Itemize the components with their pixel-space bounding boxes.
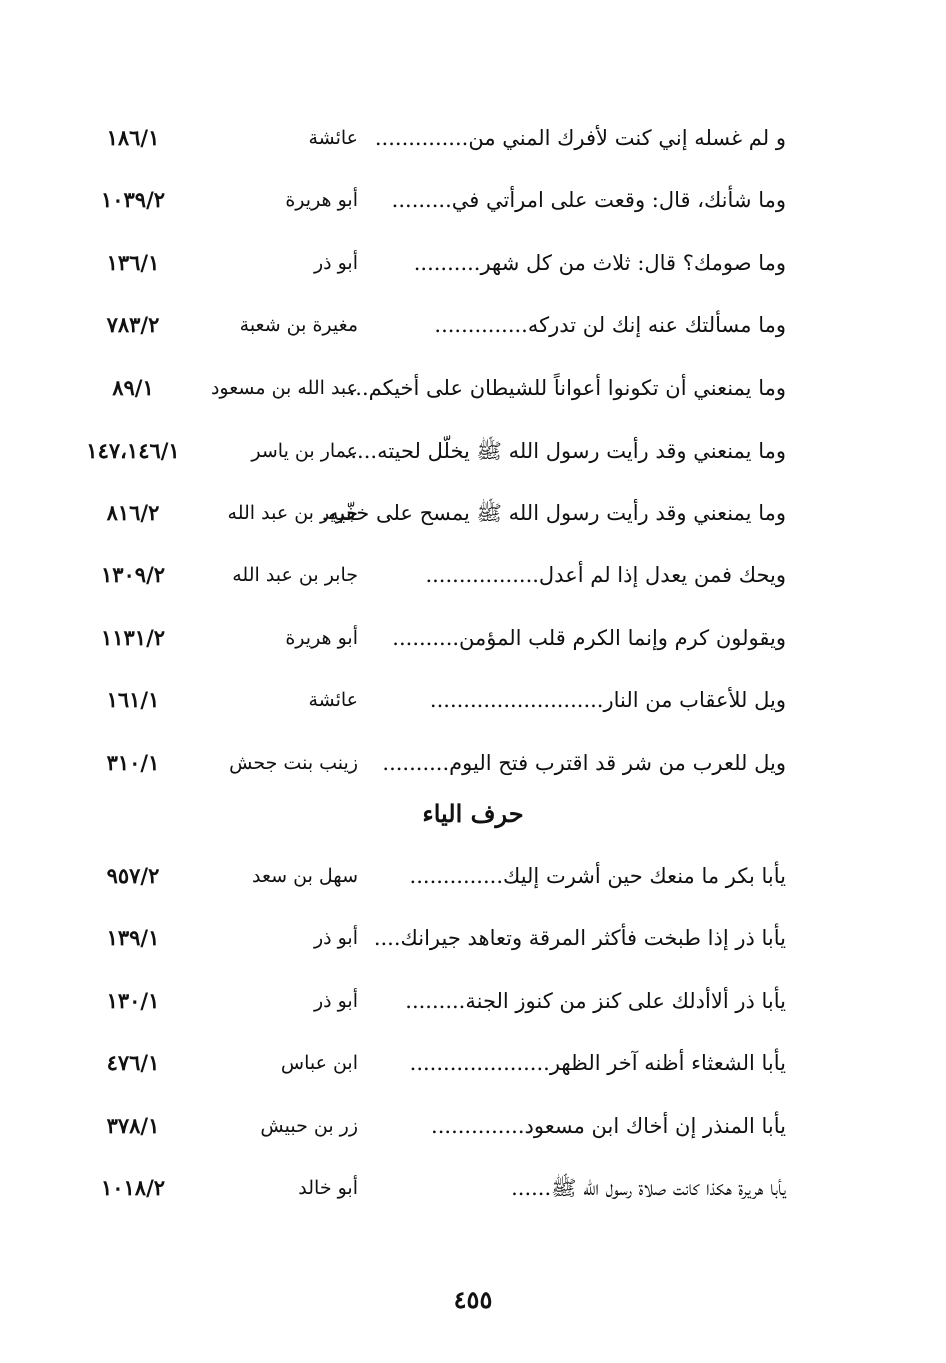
narrator-name: جرير بن عبد الله [227,502,358,524]
hadith-entry [0,1168,946,1208]
hadith-text: يأبا هريرة هكذا كانت صلاة رسول الله ﷺ...... [511,1176,786,1200]
hadith-entry [0,368,946,408]
page-reference: ١٣٠/١ [106,988,160,1013]
narrator-name: مغيرة بن شعبة [239,314,358,336]
narrator-name: جابر بن عبد الله [232,564,358,586]
hadith-text: يأبا الشعثاء أظنه آخر الظهر..................... [409,1051,786,1075]
page-reference: ١٨٦/١ [106,125,160,150]
narrator-name: أبو خالد [298,1177,358,1199]
hadith-text: يأبا المنذر إن أخاك ابن مسعود.............. [431,1114,786,1138]
narrator-name: أبو ذر [313,252,358,274]
page-reference: ١٠٣٩/٢ [100,187,166,212]
hadith-text: وما يمنعني أن تكونوا أعواناً للشيطان على أخيكم... [348,376,786,400]
hadith-text: يأبا ذر ألاأدلك على كنز من كنوز الجنة......... [405,989,786,1013]
hadith-entry [0,1106,946,1146]
narrator-name: ابن عباس [280,1052,358,1074]
hadith-entry [0,1043,946,1083]
hadith-text: وما مسألتك عنه إنك لن تدركه.............. [434,313,786,337]
hadith-text: وما يمنعني وقد رأيت رسول الله ﷺ يخلّل لحيته..... [343,439,786,463]
page-reference: ٩٥٧/٢ [106,863,160,888]
hadith-entry [0,118,946,158]
narrator-name: أبو ذر [313,990,358,1012]
page-number: ٤٥٥ [453,1285,493,1314]
narrator-name: أبو هريرة [285,627,358,649]
hadith-text: ويل للأعقاب من النار.......................... [429,688,786,712]
page-reference: ١٠١٨/٢ [100,1175,166,1200]
hadith-entry [0,856,946,896]
hadith-text: وما يمنعني وقد رأيت رسول الله ﷺ يمسح على خفّيه. [321,501,786,525]
page-reference: ٣٧٨/١ [106,1113,160,1138]
hadith-entry [0,555,946,595]
narrator-name: عمار بن ياسر [251,440,358,462]
page-reference: ٣١٠/١ [106,750,160,775]
hadith-entry [0,305,946,345]
hadith-text: ويقولون كرم وإنما الكرم قلب المؤمن.......... [392,626,786,650]
hadith-entry [0,431,946,471]
hadith-entry [0,981,946,1021]
narrator-name: أبو هريرة [285,189,358,211]
hadith-text: ويحك فمن يعدل إذا لم أعدل................. [425,563,786,587]
hadith-entry [0,618,946,658]
narrator-name: زينب بنت جحش [229,752,358,774]
hadith-text: يأبا بكر ما منعك حين أشرت إليك.............. [409,864,786,888]
hadith-text: ويل للعرب من شر قد اقترب فتح اليوم.......... [382,751,786,775]
page-reference: ١٣٦/١ [106,250,160,275]
hadith-entry [0,680,946,720]
page-reference: ٨٩/١ [112,375,154,400]
page-reference: ١٤٧،١٤٦/١ [86,438,180,463]
page-reference: ١٣٩/١ [106,925,160,950]
narrator-name: عائشة [308,127,358,149]
hadith-text: وما شأنك، قال: وقعت على امرأتي في......... [391,188,786,212]
page-reference: ٤٧٦/١ [106,1050,160,1075]
hadith-entry [0,743,946,783]
page-reference: ١٦١/١ [106,687,160,712]
hadith-entry [0,243,946,283]
narrator-name: سهل بن سعد [252,865,358,887]
hadith-entry [0,180,946,220]
page-reference: ٧٨٣/٢ [106,312,160,337]
page-reference: ١١٣١/٢ [100,625,166,650]
hadith-entry [0,493,946,533]
narrator-name: عائشة [308,689,358,711]
hadith-text: وما صومك؟ قال: ثلاث من كل شهر.......... [413,251,786,275]
hadith-text: و لم غسله إني كنت لأفرك المني من.............. [374,126,786,150]
hadith-entry [0,918,946,958]
hadith-text: يأبا ذر إذا طبخت فأكثر المرقة وتعاهد جيرانك.... [373,926,786,950]
page-reference: ٨١٦/٢ [106,500,160,525]
section-heading: حرف الياء [422,799,524,828]
narrator-name: عبد الله بن مسعود [210,377,358,399]
narrator-name: زر بن حبيش [260,1115,358,1137]
narrator-name: أبو ذر [313,927,358,949]
page-reference: ١٣٠٩/٢ [100,562,166,587]
